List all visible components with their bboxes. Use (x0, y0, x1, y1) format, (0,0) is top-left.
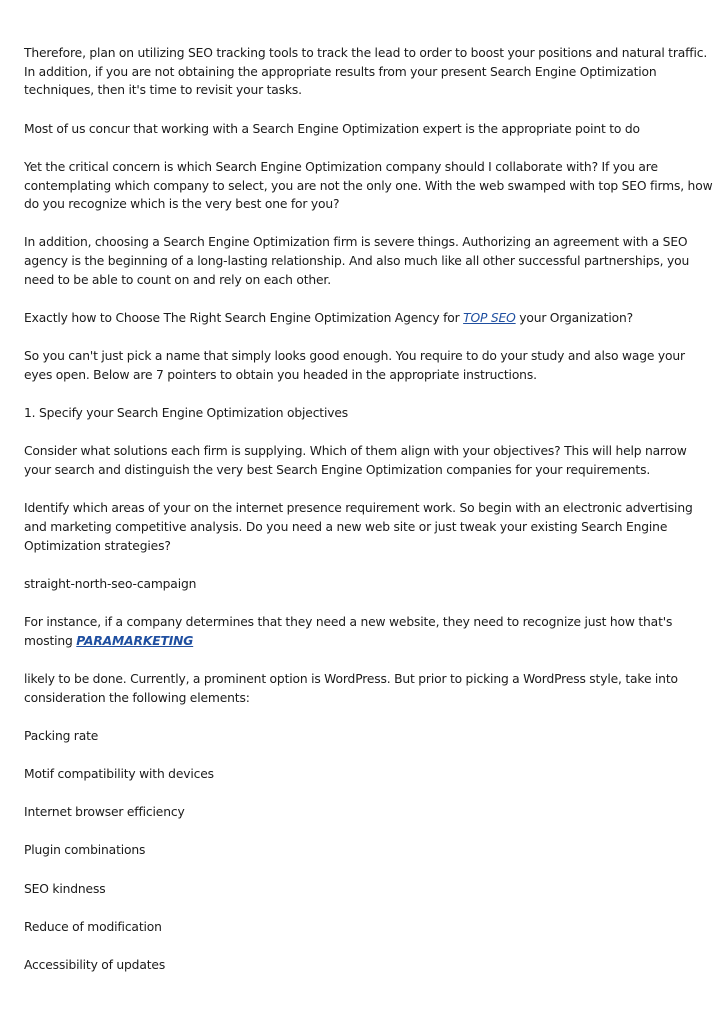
paragraph-pick-name: So you can't just pick a name that simply looks good enough. You require to do your study and also wage your eyes open. Below are 7 pointers to obtain you headed in the appropriate instructions. (24, 349, 685, 382)
paragraph-wordpress: likely to be done. Currently, a prominent option is WordPress. But prior to picking a WordPress style, take into consideration the following elements: (24, 671, 678, 705)
paragraph-specify-objectives: 1. Specify your Search Engine Optimization objectives (24, 406, 349, 421)
for-instance-text: For instance, if a company determines that they need a new website, they need to recognize just how that's mosting (24, 615, 673, 648)
list-item: Reduce of modification (24, 919, 162, 934)
paragraph-consider-solutions: Consider what solutions each firm is supplying. Which of them align with your objectives? This will help narrow your search and distinguish the very best Search Engine Optimization companies for your requirements. (24, 444, 687, 478)
paragraph-for-instance (24, 613, 714, 650)
how-to-choose-text: Exactly how to Choose The Right Search Engine Optimization Agency for (24, 311, 464, 326)
paragraph-seo-tracking: Therefore, plan on utilizing SEO tracking tools to track the lead to order to boost your positions and natural traffic. In addition, if you are not obtaining the appropriate results from your present Search Engine Optimization techniques, then it's time to revisit your tasks. (24, 46, 708, 98)
list-item: SEO kindness (24, 881, 106, 896)
paragraph-image-caption: straight-north-seo-campaign (24, 576, 197, 591)
list-item: Packing rate (24, 728, 99, 743)
how-to-choose-text-end: your Organization? (515, 311, 633, 326)
list-item: Accessibility of updates (24, 958, 166, 973)
paragraph-choosing-firm: In addition, choosing a Search Engine Optimization firm is severe things. Authorizing an agreement with a SEO agency is the beginning of a long-lasting relationship. And also much like all other successful partnerships, you need to be able to count on and rely on each other. (24, 235, 690, 287)
list-item: Plugin combinations (24, 843, 146, 858)
list-item: Internet browser efficiency (24, 805, 185, 820)
paramarketing-link[interactable]: PARAMARKETING (76, 633, 194, 648)
paragraph-identify-areas: Identify which areas of your on the internet presence requirement work. So begin with an electronic advertising and marketing competitive analysis. Do you need a new web site or just tweak your existing Search Engine Optimization strategies? (24, 501, 693, 553)
document-body (24, 44, 714, 975)
paragraph-critical-concern: Yet the critical concern is which Search Engine Optimization company should I collaborate with? If you are contemplating which company to select, you are not the only one. With the web swamped with top SEO firms, how do you recognize which is the very best one for you? (24, 159, 713, 212)
top-seo-link[interactable]: TOP SEO (463, 311, 516, 326)
paragraph-seo-expert: Most of us concur that working with a Search Engine Optimization expert is the appropriate point to do (24, 121, 640, 136)
list-item: Motif compatibility with devices (24, 767, 214, 782)
paragraph-how-to-choose (24, 309, 714, 328)
